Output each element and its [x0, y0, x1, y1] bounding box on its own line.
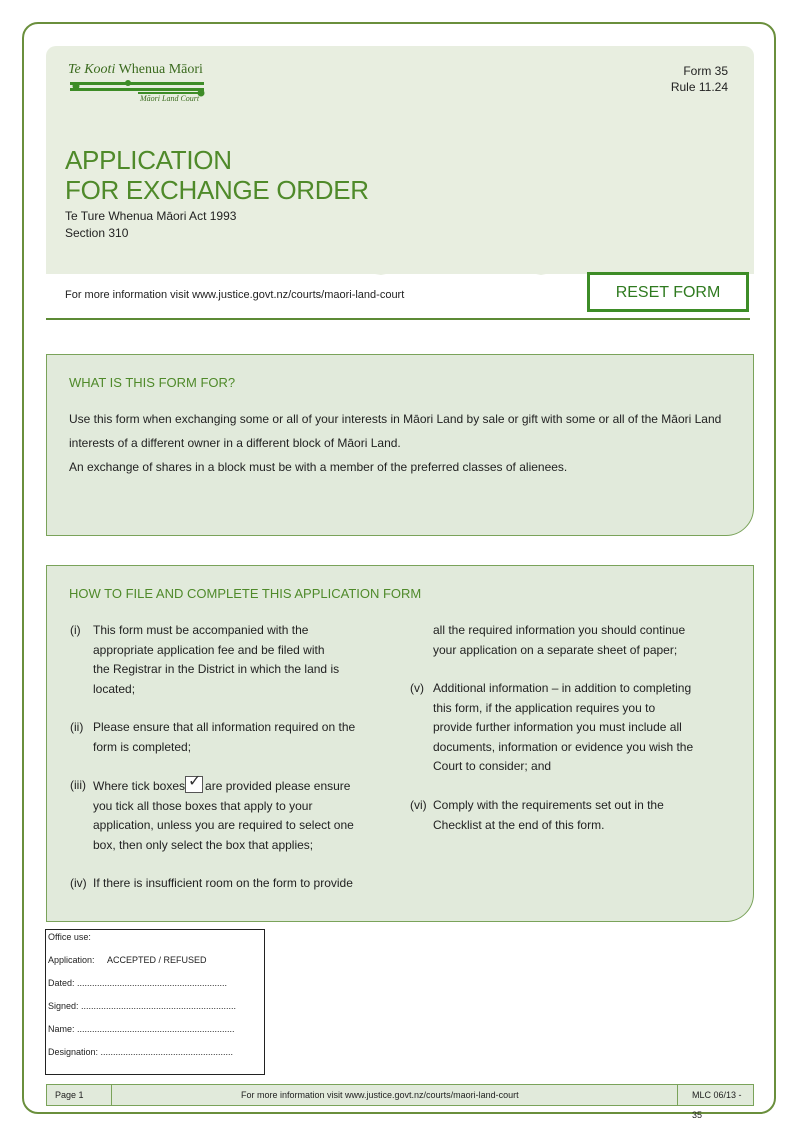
footer-page-number: Page 1 [55, 1090, 84, 1100]
office-use-box [45, 929, 265, 1075]
office-use-application: Application: ACCEPTED / REFUSED [48, 955, 207, 965]
what-paragraph-1: Use this form when exchanging some or all of your interests in Māori Land by sale or gift with some or all of the Māori Land interests of a different owner in a different block of Māori Land. [69, 412, 722, 450]
footer-form-code: MLC 06/13 - 35 [692, 1090, 742, 1120]
what-panel-heading: WHAT IS THIS FORM FOR? [69, 375, 236, 390]
act-section: Section 310 [65, 226, 129, 240]
footer-info: For more information visit www.justice.govt.nz/courts/maori-land-court [241, 1090, 519, 1100]
how-right-column: all the required information you should continue your application on a separate sheet of paper; (v) Additional information – in addition to completing this form, if the application requires you to provide further information you must include all documents, information or evidence you wish the Court to consider; and (vi) Comply with the requirements set out in the Checklist at the end of this form. [410, 623, 694, 832]
court-logo [68, 62, 218, 106]
how-to-file-panel [46, 565, 754, 922]
office-use-name: Name: ............................................................... [48, 1024, 235, 1034]
info-link-text: For more information visit www.justice.govt.nz/courts/maori-land-court [65, 289, 405, 301]
office-use-signed: Signed: .............................................................. [48, 1001, 237, 1011]
what-paragraph-2: An exchange of shares in a block must be with a member of the preferred classes of alienees. [69, 460, 568, 474]
how-left-column: (i) This form must be accompanied with the appropriate application fee and be filed with the Registrar in the District in which the land is located; (ii) Please ensure that all information required on the form is completed; (iii) Where tick boxes ✓ are provided please ensure you tick all those boxes that apply to your application, unless you are required to select one box, then only select the box that applies; (iv) If there is insufficient room on the form to provide [70, 623, 356, 890]
page-title [65, 145, 369, 205]
logo-subtitle: Māori Land Court [140, 94, 200, 103]
what-panel-body [69, 407, 729, 479]
footer-divider [111, 1085, 112, 1105]
footer-divider [677, 1085, 678, 1105]
form-identifier [671, 63, 728, 95]
office-use-dated: Dated: ............................................................ [48, 978, 228, 988]
title-line-1: APPLICATION [65, 145, 232, 175]
office-use-designation: Designation: ..................................................... [48, 1047, 234, 1057]
what-is-this-form-for-panel [46, 354, 754, 536]
logo-title: Te Kooti Whenua Māori [68, 62, 203, 77]
rule-number: Rule 11.24 [670, 80, 728, 94]
reset-form-button[interactable]: RESET FORM [587, 272, 749, 312]
checkmark-icon: ✓ [185, 776, 203, 793]
title-line-2: FOR EXCHANGE ORDER [65, 175, 369, 205]
form-number: Form 35 [683, 64, 728, 78]
act-reference [65, 208, 236, 242]
act-name: Te Ture Whenua Māori Act 1993 [65, 209, 237, 223]
page-footer [46, 1084, 754, 1120]
how-panel-heading: HOW TO FILE AND COMPLETE THIS APPLICATION FORM [69, 586, 422, 601]
header-divider [46, 318, 750, 320]
office-use-title: Office use: [48, 932, 91, 942]
